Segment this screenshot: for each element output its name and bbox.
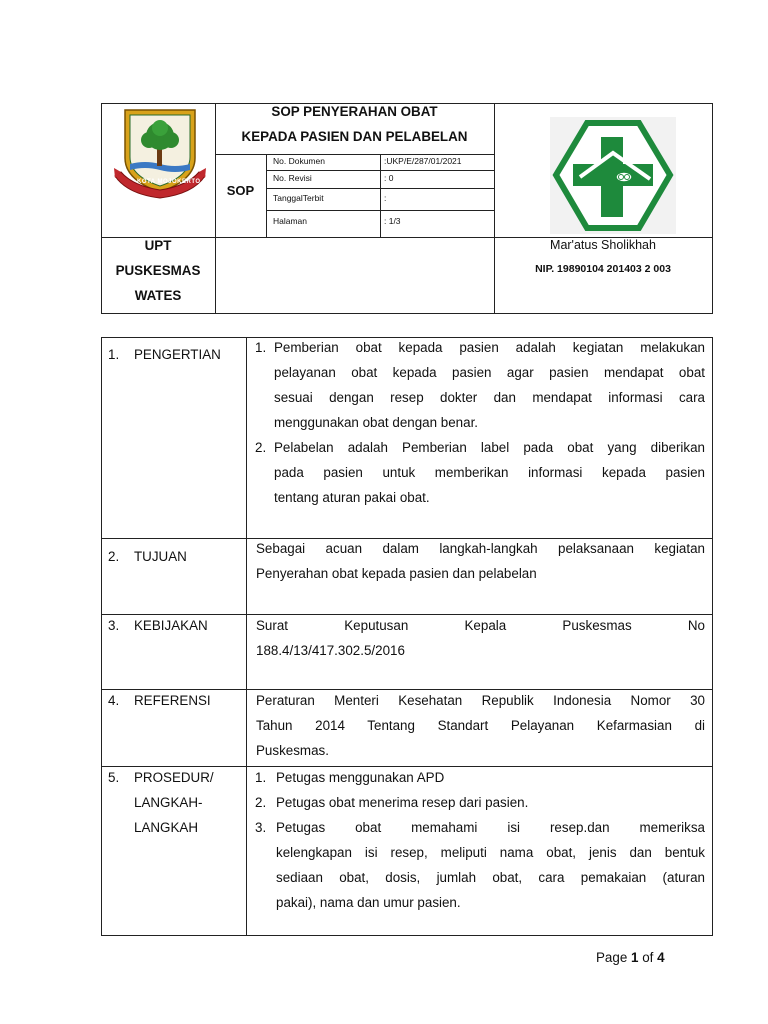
meta-label-page: Halaman: [273, 216, 308, 226]
tujuan-line: Penyerahan obat kepada pasien dan pelabelan: [256, 566, 537, 581]
meta-label-publish-date: TanggalTerbit: [273, 193, 324, 203]
prosedur-item-3-line: sediaan obat, dosis, jumlah obat, cara pemakaian (aturan: [276, 870, 705, 885]
pengertian-item-2-number: 2.: [255, 440, 267, 455]
pengertian-item-1-line: menggunakan obat dengan benar.: [274, 415, 479, 430]
prosedur-item-3-line: kelengkapan isi resep, meliputi nama obat, jenis dan bentuk: [276, 845, 705, 860]
referensi-line: Peraturan Menteri Kesehatan Republik Indonesia Nomor 30: [256, 693, 705, 708]
page-total: 4: [657, 950, 665, 965]
section-title-pengertian: PENGERTIAN: [134, 347, 221, 362]
section-title-prosedur-line2: LANGKAH-: [134, 795, 203, 810]
signer-nip: NIP. 19890104 201403 2 003: [535, 263, 671, 275]
kebijakan-line: 188.4/13/417.302.5/2016: [256, 643, 405, 658]
pengertian-item-2-line: tentang aturan pakai obat.: [274, 490, 430, 505]
org-name-line3: WATES: [134, 288, 182, 303]
section-title-kebijakan: KEBIJAKAN: [134, 618, 208, 633]
meta-value-page: : 1/3: [384, 216, 401, 226]
referensi-line: Tahun 2014 Tentang Standart Pelayanan Kefarmasian di: [256, 718, 705, 733]
section-title-prosedur-line1: PROSEDUR/: [134, 770, 214, 785]
section-number-pengertian: 1.: [108, 347, 120, 362]
org-name-line2: PUSKESMAS: [115, 263, 201, 278]
section-title-referensi: REFERENSI: [134, 693, 211, 708]
page-footer: [596, 950, 665, 965]
signer-name: Mar'atus Sholikhah: [550, 238, 656, 252]
sop-label: SOP: [226, 183, 255, 198]
prosedur-item-3-line: pakai), nama dan umur pasien.: [276, 895, 461, 910]
pengertian-item-2-line: pada pasien untuk memberikan informasi kepada pasien: [274, 465, 705, 480]
section-title-prosedur-line3: LANGKAH: [134, 820, 198, 835]
city-emblem-logo: [111, 106, 209, 202]
pengertian-item-1-line: sesuai dengan resep dokter dan mendapat informasi cara: [274, 390, 705, 405]
kebijakan-line: Surat Keputusan Kepala Puskesmas No: [256, 618, 705, 633]
pengertian-item-1-number: 1.: [255, 340, 267, 355]
section-number-kebijakan: 3.: [108, 618, 120, 633]
page-current: 1: [631, 950, 639, 965]
prosedur-item-1-line: Petugas menggunakan APD: [276, 770, 445, 785]
meta-label-revision: No. Revisi: [273, 173, 312, 183]
referensi-line: Puskesmas.: [256, 743, 329, 758]
meta-value-publish-date: :: [384, 193, 387, 203]
pengertian-item-1-line: pelayanan obat kepada pasien agar pasien mendapat obat: [274, 365, 705, 380]
prosedur-item-1-number: 1.: [255, 770, 267, 785]
page-word: Page: [596, 950, 628, 965]
section-title-tujuan: TUJUAN: [134, 549, 187, 564]
section-number-tujuan: 2.: [108, 549, 120, 564]
document-title-line2: KEPADA PASIEN DAN PELABELAN: [241, 129, 468, 144]
section-number-prosedur: 5.: [108, 770, 120, 785]
document-title-line1: SOP PENYERAHAN OBAT: [271, 104, 438, 119]
org-name-line1: UPT: [144, 238, 172, 253]
tujuan-line: Sebagai acuan dalam langkah-langkah pelaksanaan kegiatan: [256, 541, 705, 556]
pengertian-item-1-line: Pemberian obat kepada pasien adalah kegiatan melakukan: [274, 340, 705, 355]
emblem-ribbon-text: KOTA MOJOKERTO: [137, 179, 201, 185]
prosedur-item-2-line: Petugas obat menerima resep dari pasien.: [276, 795, 529, 810]
meta-value-doc-number: :UKP/E/287/01/2021: [384, 156, 462, 166]
prosedur-item-3-line: Petugas obat memahami isi resep.dan memeriksa: [276, 820, 705, 835]
puskesmas-logo: [550, 117, 676, 234]
prosedur-item-3-number: 3.: [255, 820, 267, 835]
prosedur-item-2-number: 2.: [255, 795, 267, 810]
pengertian-item-2-line: Pelabelan adalah Pemberian label pada obat yang diberikan: [274, 440, 705, 455]
meta-label-doc-number: No. Dokumen: [273, 156, 325, 166]
section-number-referensi: 4.: [108, 693, 120, 708]
meta-value-revision: : 0: [384, 173, 394, 183]
of-word: of: [642, 950, 654, 965]
